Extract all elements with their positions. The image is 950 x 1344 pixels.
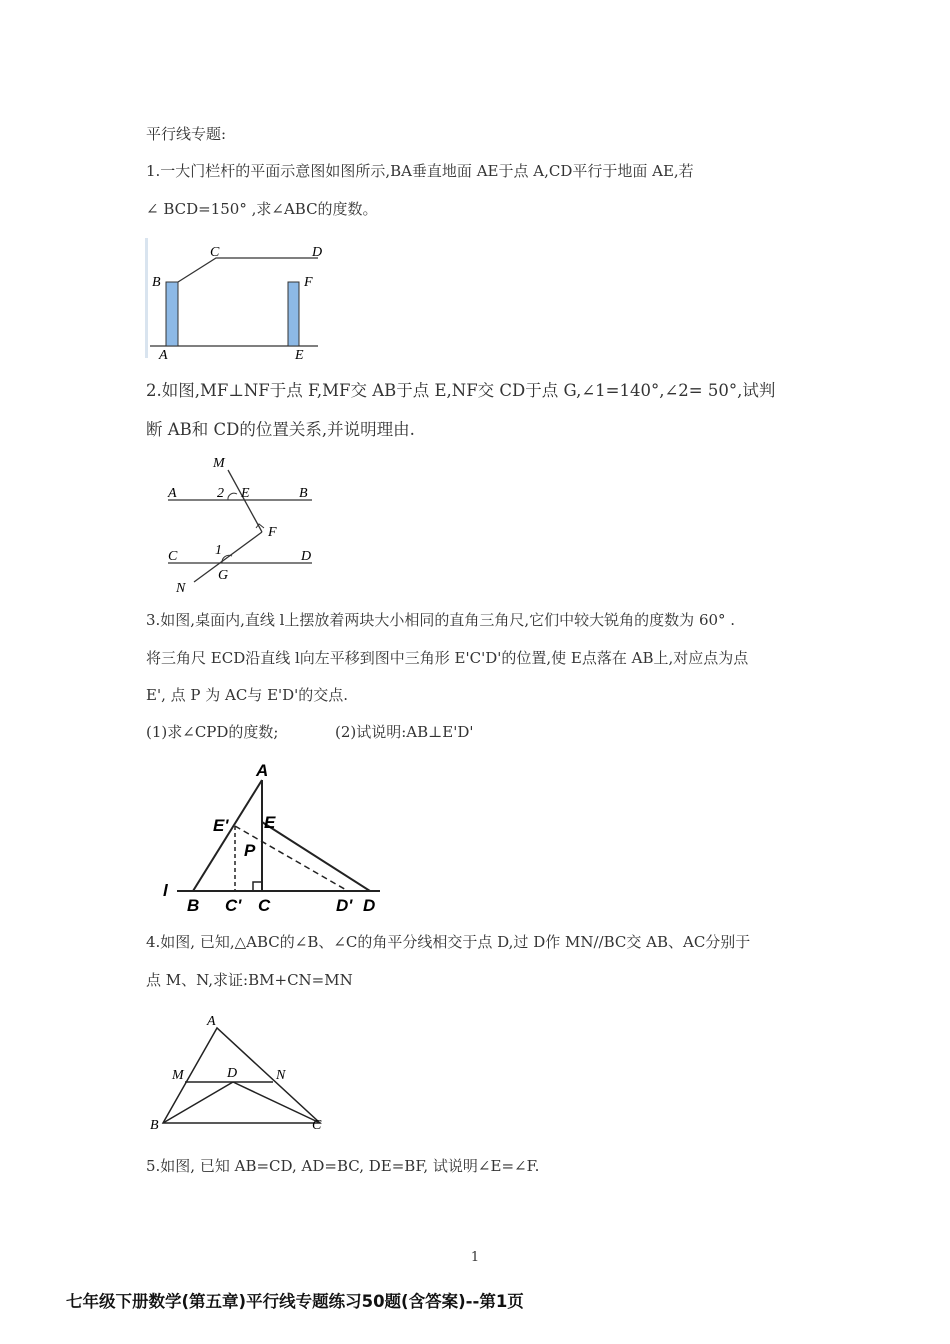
q2-text-line2: 断 AB和 CD的位置关系,并说明理由. <box>146 420 415 439</box>
q4-label-a: A <box>207 1014 216 1029</box>
q2-figure <box>160 450 330 600</box>
q3-label-l: l <box>163 881 168 900</box>
q3-label-d: D <box>363 896 376 915</box>
q5-text-line1: 5.如图, 已知 AB=CD, AD=BC, DE=BF, 试说明∠E=∠F. <box>146 1157 540 1175</box>
q4-label-c: C <box>312 1118 322 1133</box>
q1-figure <box>142 232 342 364</box>
q3-part2: (2)试说明:AB⊥E'D' <box>335 723 474 741</box>
q3-label-e: E <box>264 813 276 832</box>
q4-figure <box>145 1008 335 1136</box>
q4-label-d: D <box>227 1066 238 1081</box>
q1-label-e: E <box>295 348 304 363</box>
q3-text-line2: 将三角尺 ECD沿直线 l向左平移到图中三角形 E'C'D'的位置,使 E点落在 AB上,对应点为点 <box>146 649 749 667</box>
q2-text-line1: 2.如图,MF⊥NF于点 F,MF交 AB于点 E,NF交 CD于点 G,∠1=140°,∠2= 50°,试判 <box>146 381 776 400</box>
q2-label-2: 2 <box>217 486 224 501</box>
q2-label-d: D <box>301 549 312 564</box>
q2-label-n: N <box>176 581 186 596</box>
q4-text-line1: 4.如图, 已知,△ABC的∠B、∠C的角平分线相交于点 D,过 D作 MN//BC交 AB、AC分别于 <box>146 933 751 951</box>
q3-text-line3: E', 点 P 为 AC与 E'D'的交点. <box>146 686 349 704</box>
q4-label-m: M <box>172 1068 184 1083</box>
q2-label-m: M <box>213 456 225 471</box>
q3-figure <box>155 758 395 918</box>
q4-text-line2: 点 M、N,求证:BM+CN=MN <box>146 971 353 989</box>
q2-label-c: C <box>168 549 178 564</box>
q3-label-p: P <box>244 841 256 860</box>
page-footer: 七年级下册数学(第五章)平行线专题练习50题(含答案)--第1页 <box>66 1292 524 1311</box>
q1-label-a: A <box>159 348 168 363</box>
q2-label-g: G <box>218 568 229 583</box>
q3-label-b: B <box>187 896 200 915</box>
page-number: 1 <box>470 1250 480 1265</box>
q2-label-f: F <box>268 525 277 540</box>
q2-label-b: B <box>299 486 308 501</box>
q4-label-b: B <box>150 1118 159 1133</box>
q1-label-f: F <box>304 275 313 290</box>
q1-text-line1: 1.一大门栏杆的平面示意图如图所示,BA垂直地面 AE于点 A,CD平行于地面 AE,若 <box>146 162 694 180</box>
q4-label-n: N <box>276 1068 286 1083</box>
q3-label-a: A <box>256 761 269 780</box>
q3-label-e-prime: E' <box>213 816 229 835</box>
q3-label-c-prime: C' <box>225 896 242 915</box>
q2-label-a: A <box>168 486 177 501</box>
q1-text-line2: ∠ BCD=150° ,求∠ABC的度数。 <box>146 200 378 218</box>
q3-part1: (1)求∠CPD的度数; <box>146 723 279 741</box>
q1-label-c: C <box>210 245 220 260</box>
q1-label-d: D <box>312 245 323 260</box>
q3-text-line1: 3.如图,桌面内,直线 l上摆放着两块大小相同的直角三角尺,它们中较大锐角的度数为 60° . <box>146 611 736 629</box>
q3-label-c: C <box>258 896 271 915</box>
q3-label-d-prime: D' <box>336 896 353 915</box>
q2-label-e: E <box>241 486 250 501</box>
q2-label-1: 1 <box>215 543 222 558</box>
q1-label-b: B <box>152 275 161 290</box>
section-title: 平行线专题: <box>146 125 227 143</box>
